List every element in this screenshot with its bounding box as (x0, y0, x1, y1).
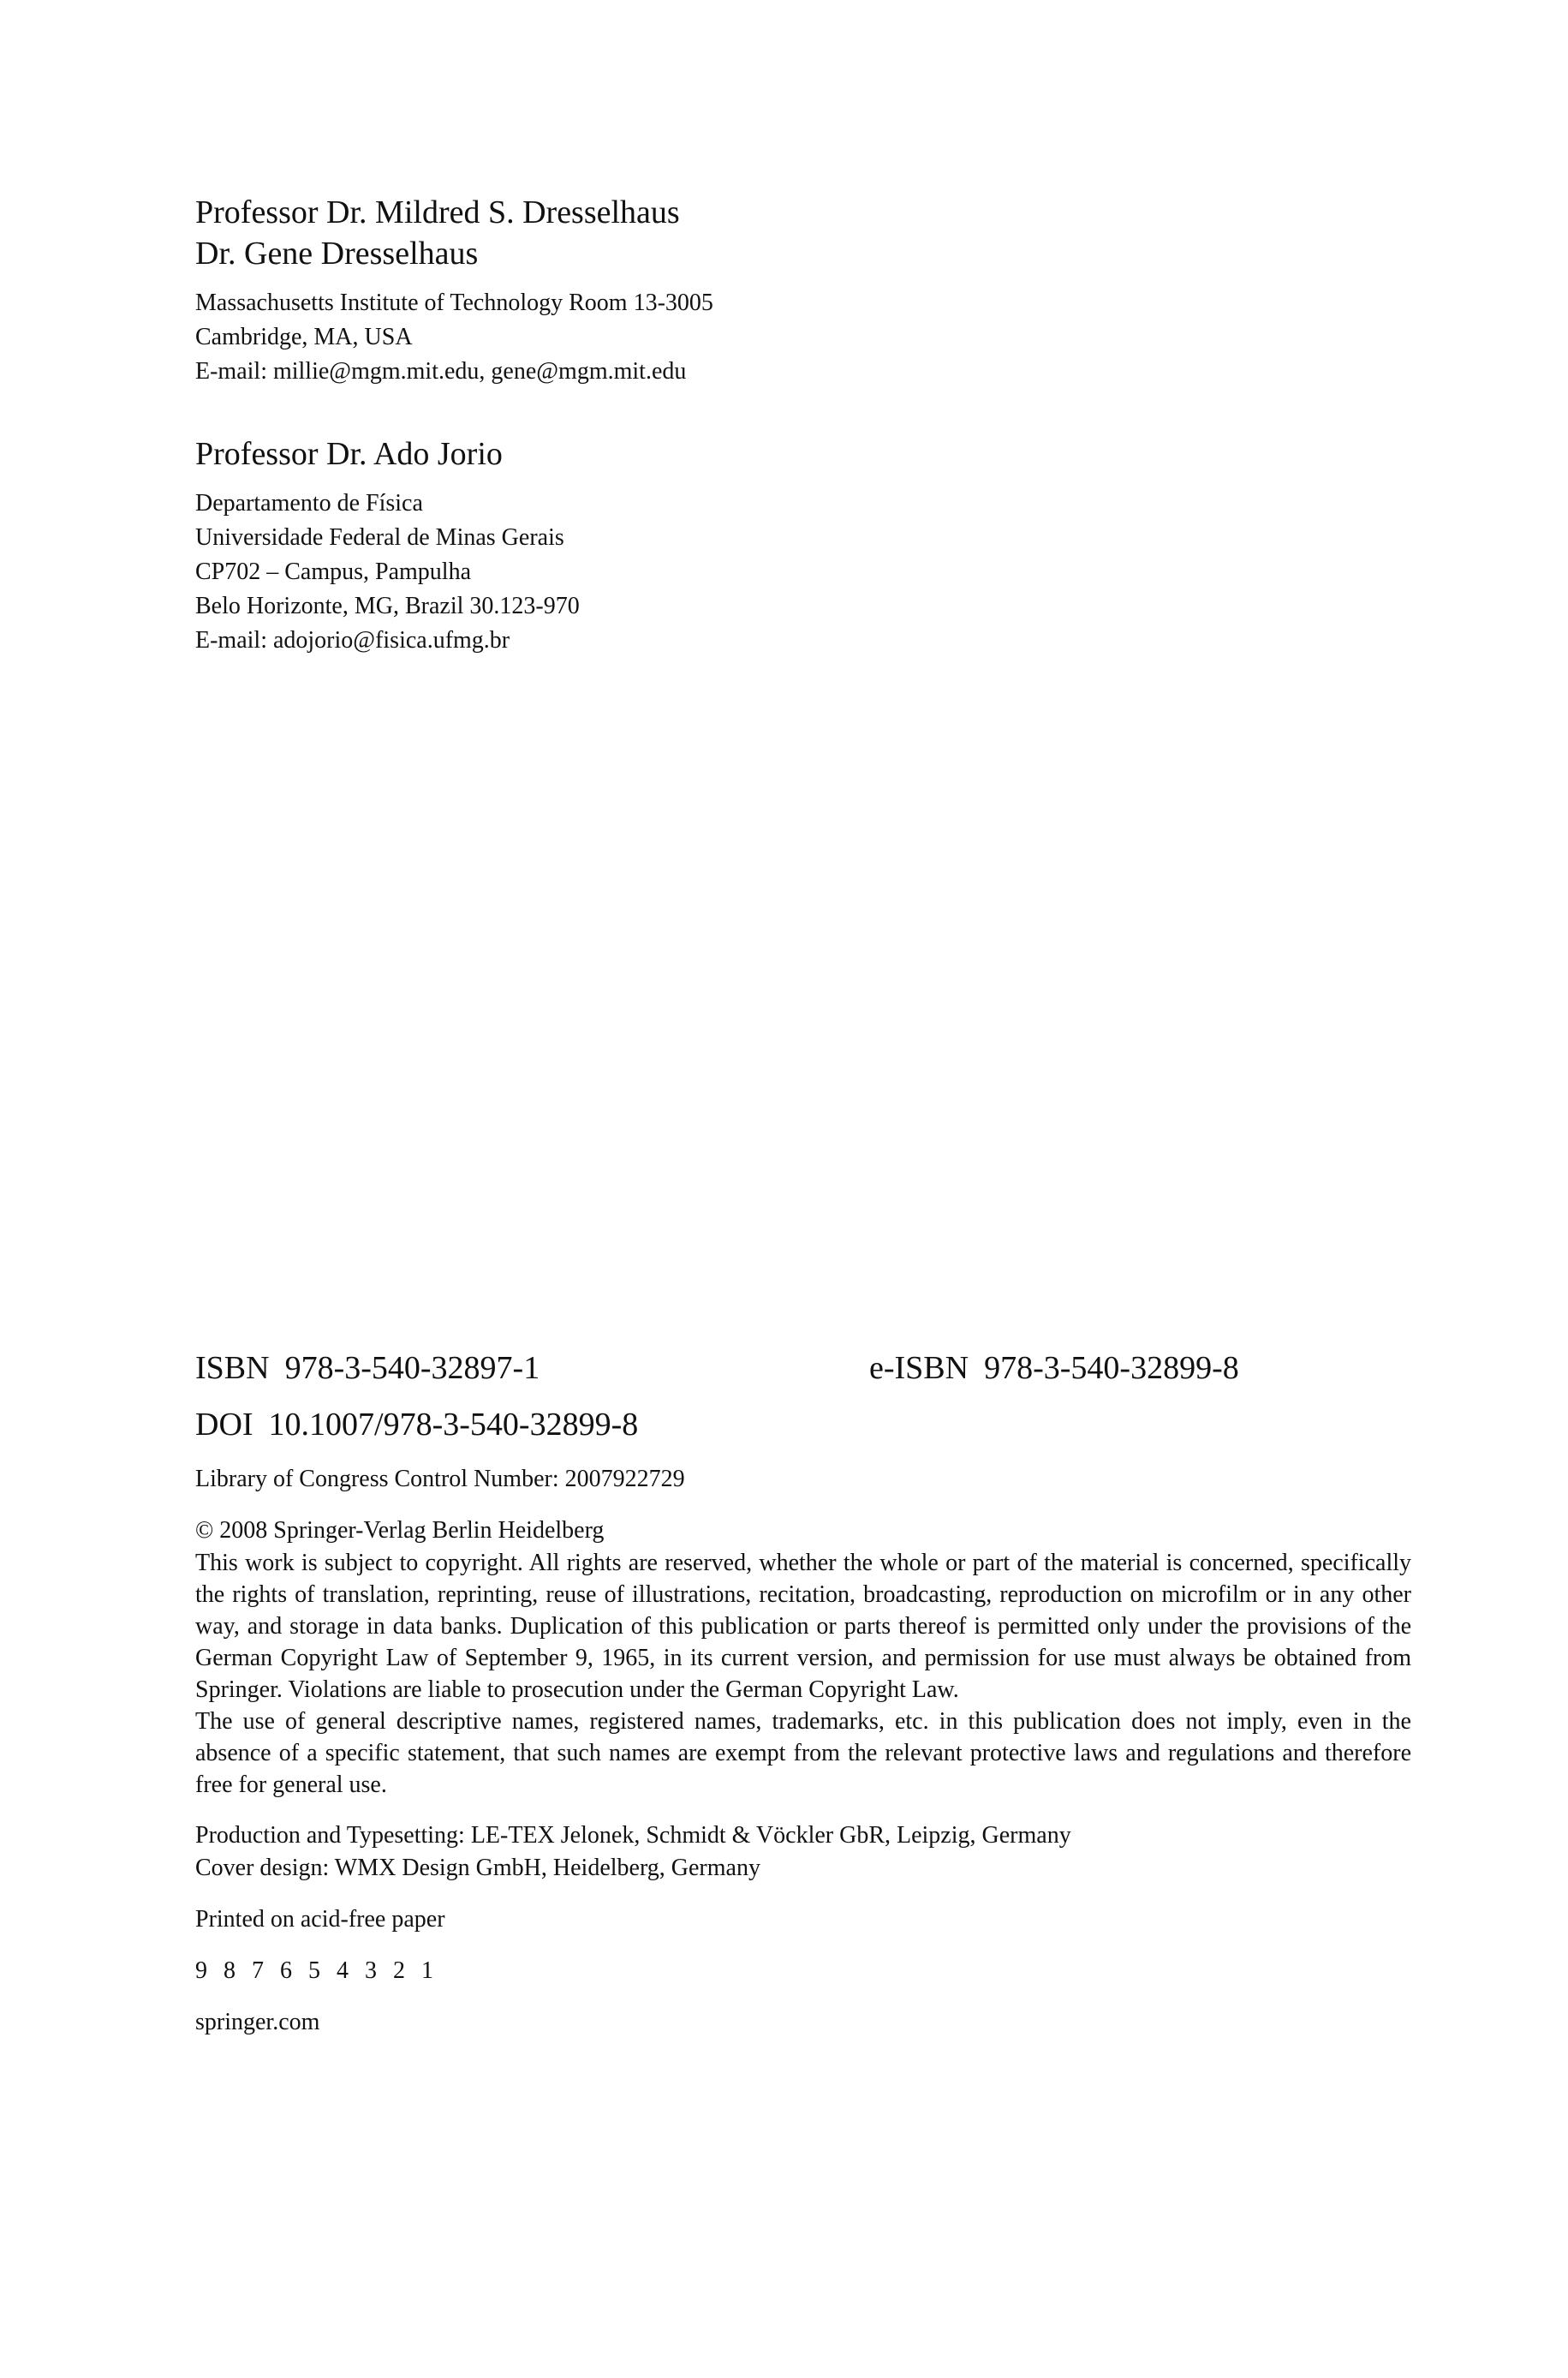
email-line: E-mail: adojorio@fisica.ufmg.br (195, 627, 510, 654)
author-addresses (195, 192, 1411, 658)
address-line: Cambridge, MA, USA (195, 324, 413, 350)
doi-value: 10.1007/978-3-540-32899-8 (268, 1407, 639, 1443)
e-isbn (869, 1345, 1239, 1391)
isbn-label: ISBN (195, 1350, 270, 1386)
isbn (195, 1345, 540, 1391)
copyright-section (195, 1345, 1411, 2039)
trademark-notice: The use of general descriptive names, registered names, trademarks, etc. in this publication does not imply, even in the absence of a specific statement, that such names are exempt from the relevant protective laws and regulations and therefore free for general use. (195, 1708, 1411, 1798)
doi-label: DOI (195, 1407, 253, 1443)
address-line: Universidade Federal de Minas Gerais (195, 524, 564, 551)
e-isbn-value: 978-3-540-32899-8 (984, 1350, 1239, 1386)
author-name-gene: Dr. Gene Dresselhaus (195, 236, 479, 272)
email-line: E-mail: millie@mgm.mit.edu, gene@mgm.mit.edu (195, 358, 687, 385)
publisher-website: springer.com (195, 2009, 320, 2035)
author-name-mildred: Professor Dr. Mildred S. Dresselhaus (195, 194, 680, 230)
author-block-jorio (195, 433, 1411, 658)
e-isbn-label: e-ISBN (869, 1350, 969, 1386)
cover-design-credit: Cover design: WMX Design GmbH, Heidelberg, Germany (195, 1855, 760, 1881)
isbn-row (195, 1345, 1411, 1391)
production-credit: Production and Typesetting: LE-TEX Jelonek, Schmidt & Vöckler GbR, Leipzig, Germany (195, 1822, 1071, 1849)
copyright-line: © 2008 Springer-Verlag Berlin Heidelberg (195, 1517, 605, 1544)
doi (195, 1401, 1411, 1448)
address-line: Departamento de Física (195, 490, 423, 517)
library-of-congress: Library of Congress Control Number: 2007922729 (195, 1466, 685, 1492)
address-line: CP702 – Campus, Pampulha (195, 559, 472, 585)
print-line: 9 8 7 6 5 4 3 2 1 (195, 1957, 438, 1984)
address-line: Belo Horizonte, MG, Brazil 30.123-970 (195, 593, 580, 619)
address-line: Massachusetts Institute of Technology Room 13-3005 (195, 290, 713, 316)
author-block-dresselhaus (195, 192, 1411, 389)
paper-note: Printed on acid-free paper (195, 1906, 445, 1933)
author-name-jorio: Professor Dr. Ado Jorio (195, 436, 503, 472)
isbn-value: 978-3-540-32897-1 (284, 1350, 540, 1386)
copyright-notice: This work is subject to copyright. All rights are reserved, whether the whole or part of the material is concerned, specifically the rights of translation, reprinting, reuse of illustrations, recitation, broadcasting, reproduction on microfilm or in any other way, and storage in data banks. Duplication of this publication or parts thereof is permitted only under the provisions of the German Copyright Law of September 9, 1965, in its current version, and permission for use must always be obtained from Springer. Violations are liable to prosecution under the German Copyright Law. (195, 1550, 1411, 1703)
